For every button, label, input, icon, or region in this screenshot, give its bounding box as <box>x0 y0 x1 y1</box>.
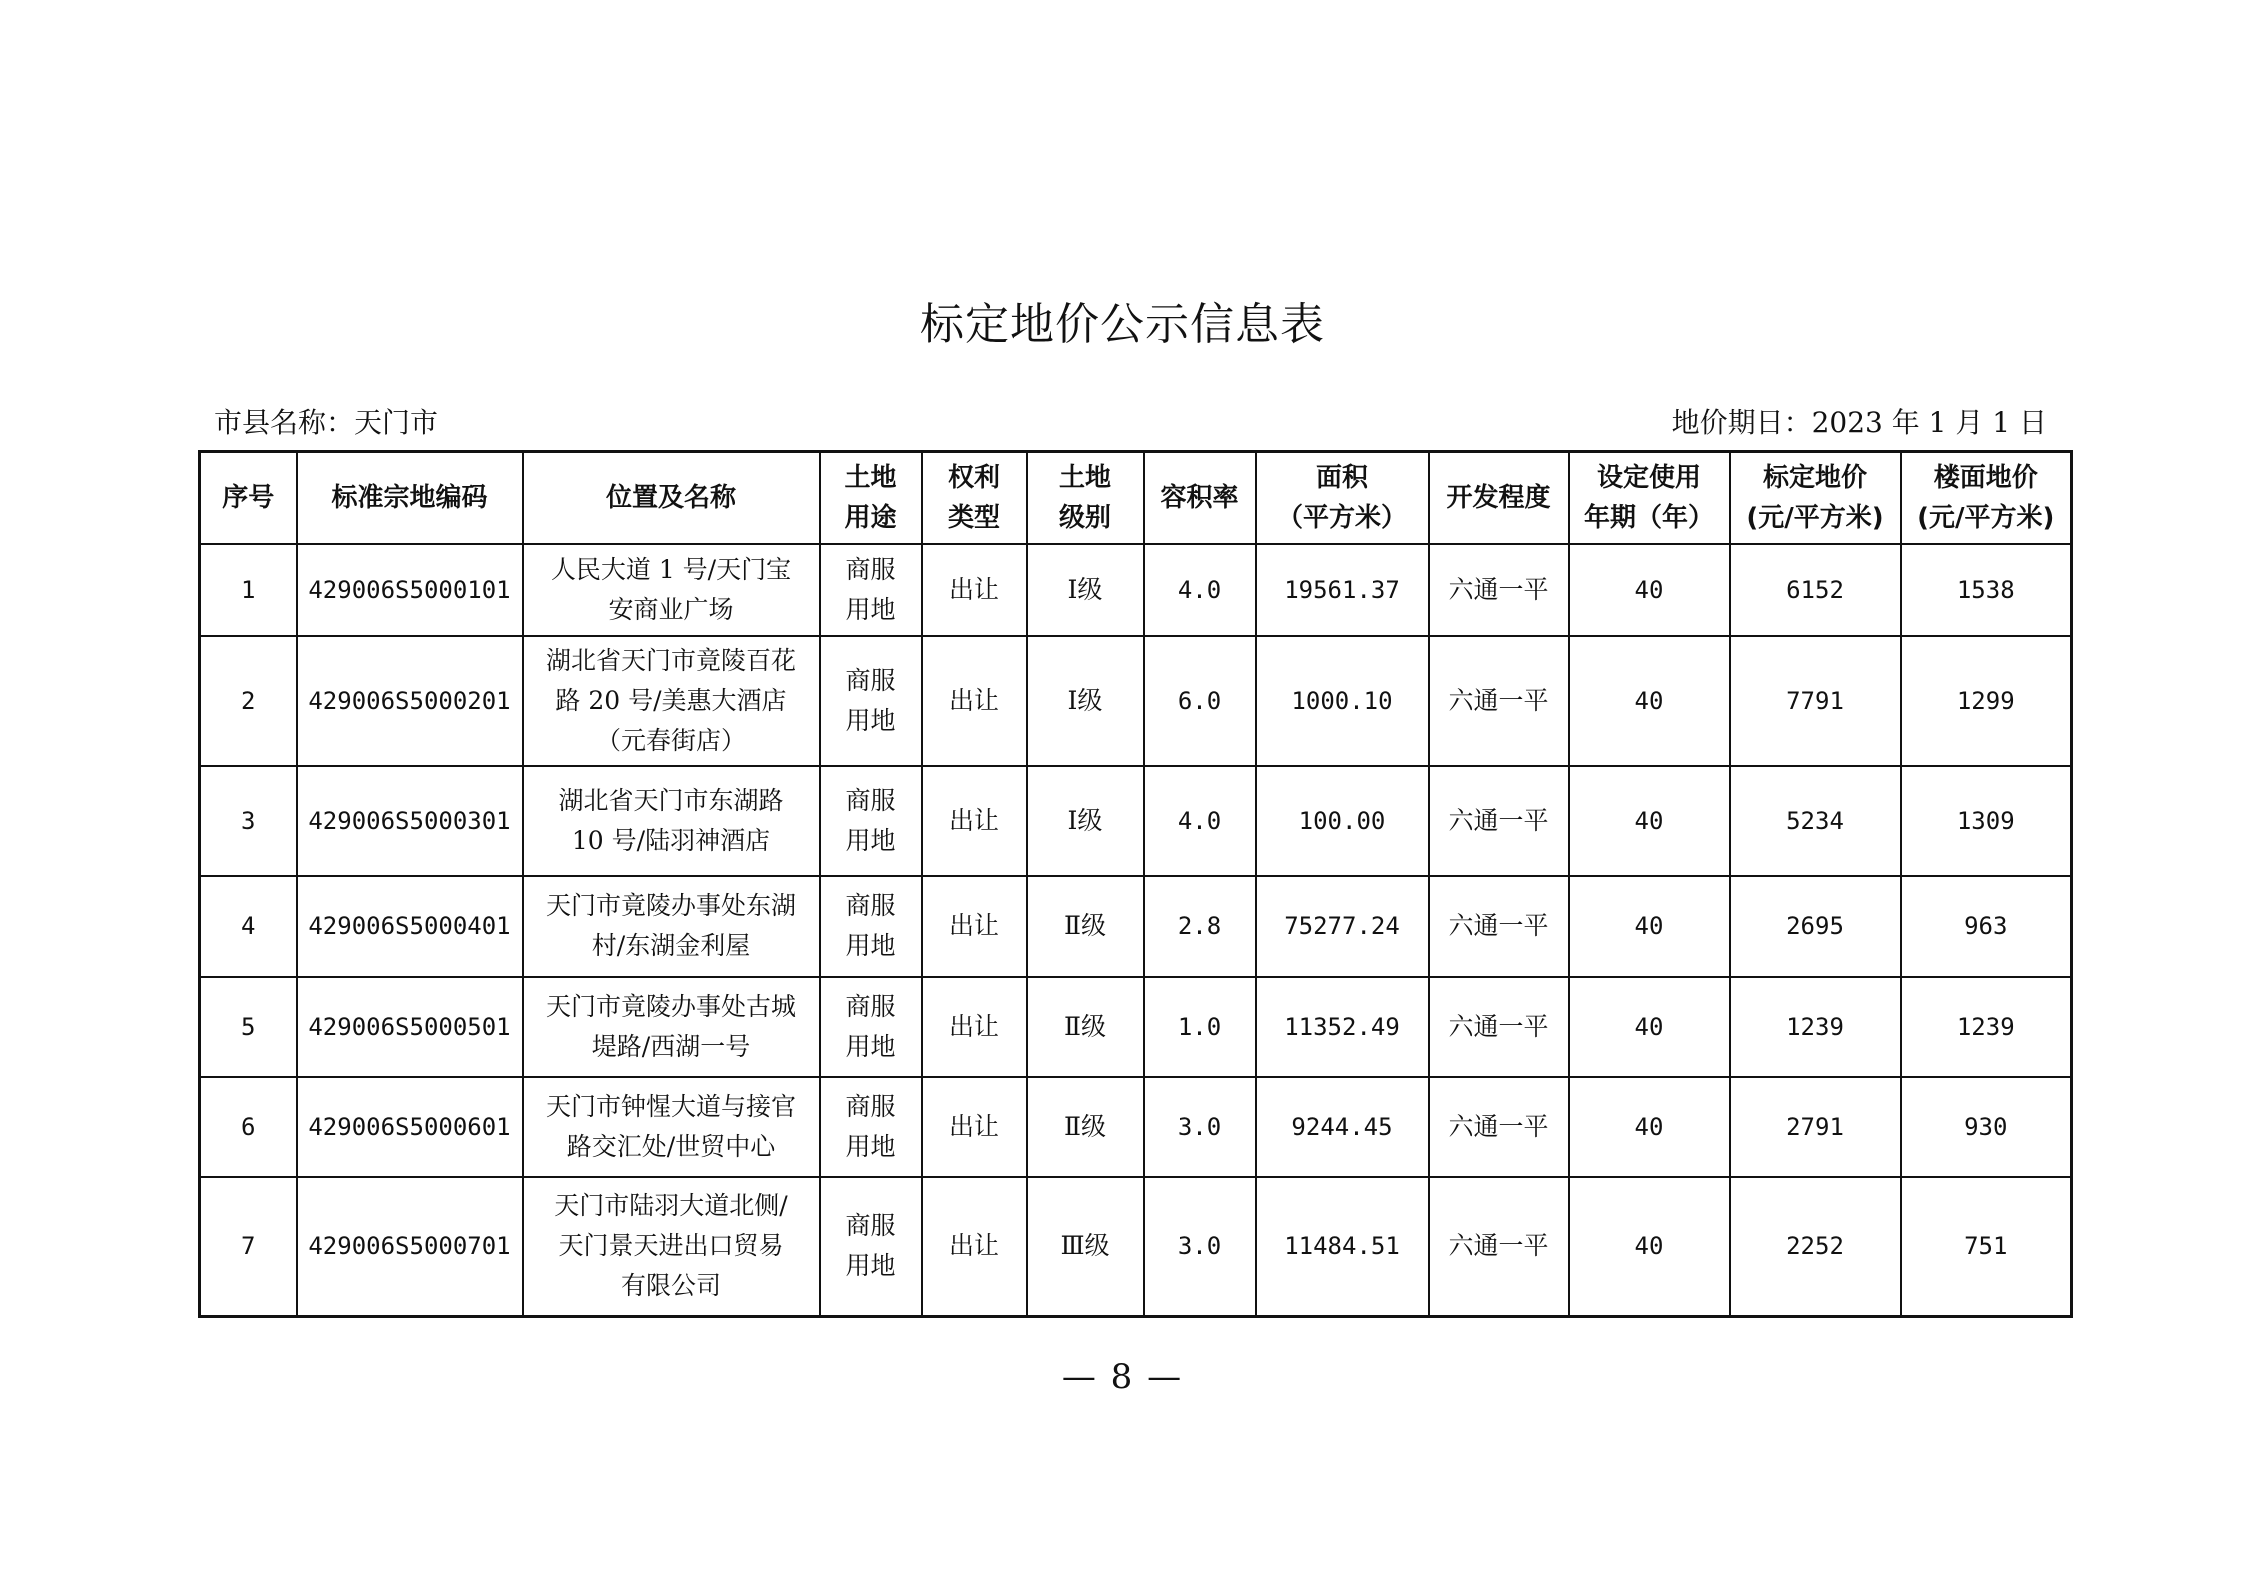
header-land-grade <box>1027 452 1144 544</box>
location-line: 路 20 号/美惠大酒店 <box>555 685 787 715</box>
cell-area: 9244.45 <box>1256 1077 1429 1177</box>
header-term <box>1569 452 1730 544</box>
cell-code: 429006S5000701 <box>297 1177 523 1317</box>
page-title: 标定地价公示信息表 <box>920 299 1325 350</box>
cell-floor-price: 1538 <box>1901 544 2072 636</box>
cell-dev-level: 六通一平 <box>1429 1177 1569 1317</box>
location-line: 10 号/陆羽神酒店 <box>571 825 771 855</box>
cell-code: 429006S5000501 <box>297 977 523 1077</box>
use-line: 用地 <box>845 1031 896 1061</box>
cell-area: 75277.24 <box>1256 876 1429 977</box>
header-line: 标准宗地编码 <box>331 482 488 513</box>
cell-floor-price: 1299 <box>1901 636 2072 766</box>
cell-far: 2.8 <box>1144 876 1256 977</box>
cell-floor-price: 751 <box>1901 1177 2072 1317</box>
cell-land-use <box>820 977 922 1077</box>
use-line: 用地 <box>845 931 896 960</box>
header-price <box>1730 452 1901 544</box>
cell-far: 4.0 <box>1144 766 1256 876</box>
cell-dev-level: 六通一平 <box>1429 876 1569 977</box>
cell-price: 5234 <box>1730 766 1901 876</box>
cell-land-grade: Ⅰ级 <box>1027 544 1144 636</box>
table-row <box>200 1177 2072 1317</box>
cell-location <box>523 1077 820 1177</box>
cell-location <box>523 544 820 636</box>
cell-land-grade: Ⅲ级 <box>1027 1177 1144 1317</box>
cell-land-use <box>820 876 922 977</box>
cell-no: 6 <box>200 1077 297 1177</box>
use-line: 用地 <box>845 1251 896 1281</box>
cell-far: 3.0 <box>1144 1077 1256 1177</box>
cell-right-type: 出让 <box>922 977 1027 1077</box>
header-dev-level <box>1429 452 1569 544</box>
location-line: 湖北省天门市竟陵百花 <box>545 645 796 675</box>
table-header-row <box>200 452 2072 544</box>
cell-price: 1239 <box>1730 977 1901 1077</box>
use-line: 用地 <box>845 594 896 624</box>
header-land-use <box>820 452 922 544</box>
location-line: 天门景天进出口贸易 <box>558 1231 784 1261</box>
cell-no: 1 <box>200 544 297 636</box>
header-line: 土地 <box>844 462 897 493</box>
cell-right-type: 出让 <box>922 1177 1027 1317</box>
cell-right-type: 出让 <box>922 876 1027 977</box>
cell-area: 11484.51 <box>1256 1177 1429 1317</box>
county-name: 市县名称：天门市 <box>214 406 439 439</box>
cell-location <box>523 766 820 876</box>
cell-location <box>523 636 820 766</box>
header-line: 年期（年） <box>1583 502 1714 533</box>
cell-far: 3.0 <box>1144 1177 1256 1317</box>
cell-location <box>523 1177 820 1317</box>
table-row <box>200 636 2072 766</box>
header-line: 设定使用 <box>1596 462 1701 493</box>
cell-price: 2695 <box>1730 876 1901 977</box>
header-line: 开发程度 <box>1446 482 1551 513</box>
cell-term: 40 <box>1569 977 1730 1077</box>
cell-area: 11352.49 <box>1256 977 1429 1077</box>
use-line: 商服 <box>845 1211 896 1241</box>
header-line: 标定地价 <box>1762 462 1867 493</box>
cell-area: 19561.37 <box>1256 544 1429 636</box>
cell-dev-level: 六通一平 <box>1429 1077 1569 1177</box>
cell-term: 40 <box>1569 876 1730 977</box>
table-row <box>200 544 2072 636</box>
cell-dev-level: 六通一平 <box>1429 544 1569 636</box>
header-location <box>523 452 820 544</box>
cell-land-grade: Ⅱ级 <box>1027 1077 1144 1177</box>
location-line: 路交汇处/世贸中心 <box>566 1131 776 1161</box>
cell-far: 4.0 <box>1144 544 1256 636</box>
cell-right-type: 出让 <box>922 766 1027 876</box>
cell-term: 40 <box>1569 1177 1730 1317</box>
header-line: 类型 <box>947 502 1000 533</box>
header-line: (元/平方米) <box>1746 502 1884 533</box>
location-line: 天门市竟陵办事处古城 <box>545 991 796 1021</box>
header-area <box>1256 452 1429 544</box>
location-line: 天门市竟陵办事处东湖 <box>545 891 796 920</box>
cell-no: 3 <box>200 766 297 876</box>
cell-code: 429006S5000401 <box>297 876 523 977</box>
cell-right-type: 出让 <box>922 636 1027 766</box>
cell-code: 429006S5000601 <box>297 1077 523 1177</box>
cell-land-use <box>820 1077 922 1177</box>
header-far <box>1144 452 1256 544</box>
use-line: 商服 <box>845 785 896 815</box>
cell-no: 7 <box>200 1177 297 1317</box>
cell-location <box>523 876 820 977</box>
use-line: 用地 <box>845 705 896 735</box>
use-line: 商服 <box>845 1091 896 1121</box>
cell-no: 2 <box>200 636 297 766</box>
header-line: 楼面地价 <box>1933 462 2038 493</box>
use-line: 商服 <box>845 891 896 920</box>
cell-floor-price: 963 <box>1901 876 2072 977</box>
location-line: 安商业广场 <box>608 594 734 624</box>
cell-land-grade: Ⅰ级 <box>1027 766 1144 876</box>
cell-price: 2252 <box>1730 1177 1901 1317</box>
cell-land-grade: Ⅰ级 <box>1027 636 1144 766</box>
use-line: 用地 <box>845 1131 896 1161</box>
cell-floor-price: 930 <box>1901 1077 2072 1177</box>
table-row <box>200 766 2072 876</box>
header-line: 面积 <box>1315 462 1368 493</box>
cell-price: 2791 <box>1730 1077 1901 1177</box>
use-line: 商服 <box>845 991 896 1021</box>
cell-code: 429006S5000301 <box>297 766 523 876</box>
table-row <box>200 876 2072 977</box>
location-line: 有限公司 <box>620 1271 721 1301</box>
cell-right-type: 出让 <box>922 544 1027 636</box>
cell-dev-level: 六通一平 <box>1429 636 1569 766</box>
cell-area: 1000.10 <box>1256 636 1429 766</box>
location-line: （元春街店） <box>595 725 746 755</box>
location-line: 人民大道 1 号/天门宝 <box>550 554 792 584</box>
cell-term: 40 <box>1569 636 1730 766</box>
cell-code: 429006S5000201 <box>297 636 523 766</box>
location-line: 天门市钟惺大道与接官 <box>545 1091 796 1121</box>
cell-area: 100.00 <box>1256 766 1429 876</box>
header-line: 序号 <box>222 482 275 513</box>
header-line: 用途 <box>844 502 897 533</box>
cell-land-use <box>820 544 922 636</box>
location-line: 湖北省天门市东湖路 <box>558 785 784 815</box>
cell-term: 40 <box>1569 1077 1730 1177</box>
cell-code: 429006S5000101 <box>297 544 523 636</box>
cell-land-use <box>820 636 922 766</box>
table-row <box>200 1077 2072 1177</box>
price-date: 地价期日：2023 年 1 月 1 日 <box>1671 406 2047 439</box>
use-line: 商服 <box>845 554 896 584</box>
cell-no: 4 <box>200 876 297 977</box>
cell-right-type: 出让 <box>922 1077 1027 1177</box>
cell-dev-level: 六通一平 <box>1429 977 1569 1077</box>
cell-term: 40 <box>1569 544 1730 636</box>
header-line: (元/平方米) <box>1917 502 2055 533</box>
cell-price: 7791 <box>1730 636 1901 766</box>
header-right-type <box>922 452 1027 544</box>
cell-dev-level: 六通一平 <box>1429 766 1569 876</box>
use-line: 商服 <box>845 665 896 695</box>
header-no <box>200 452 297 544</box>
location-line: 天门市陆羽大道北侧/ <box>554 1191 788 1221</box>
land-price-table <box>198 450 2073 1318</box>
cell-term: 40 <box>1569 766 1730 876</box>
cell-land-grade: Ⅱ级 <box>1027 876 1144 977</box>
cell-floor-price: 1309 <box>1901 766 2072 876</box>
cell-floor-price: 1239 <box>1901 977 2072 1077</box>
cell-far: 6.0 <box>1144 636 1256 766</box>
header-line: 位置及名称 <box>605 482 736 513</box>
table-row <box>200 977 2072 1077</box>
location-line: 堤路/西湖一号 <box>591 1031 751 1061</box>
header-floor-price <box>1901 452 2072 544</box>
cell-location <box>523 977 820 1077</box>
cell-no: 5 <box>200 977 297 1077</box>
header-line: 级别 <box>1058 502 1111 533</box>
cell-land-use <box>820 766 922 876</box>
location-line: 村/东湖金利屋 <box>591 931 751 960</box>
header-code <box>297 452 523 544</box>
page-number: — 8 — <box>1061 1357 1184 1397</box>
cell-land-grade: Ⅱ级 <box>1027 977 1144 1077</box>
header-line: 土地 <box>1058 462 1111 493</box>
cell-price: 6152 <box>1730 544 1901 636</box>
header-line: 容积率 <box>1160 482 1239 513</box>
cell-far: 1.0 <box>1144 977 1256 1077</box>
use-line: 用地 <box>845 825 896 855</box>
header-line: 权利 <box>947 462 1000 493</box>
cell-land-use <box>820 1177 922 1317</box>
header-line: （平方米） <box>1276 502 1407 533</box>
